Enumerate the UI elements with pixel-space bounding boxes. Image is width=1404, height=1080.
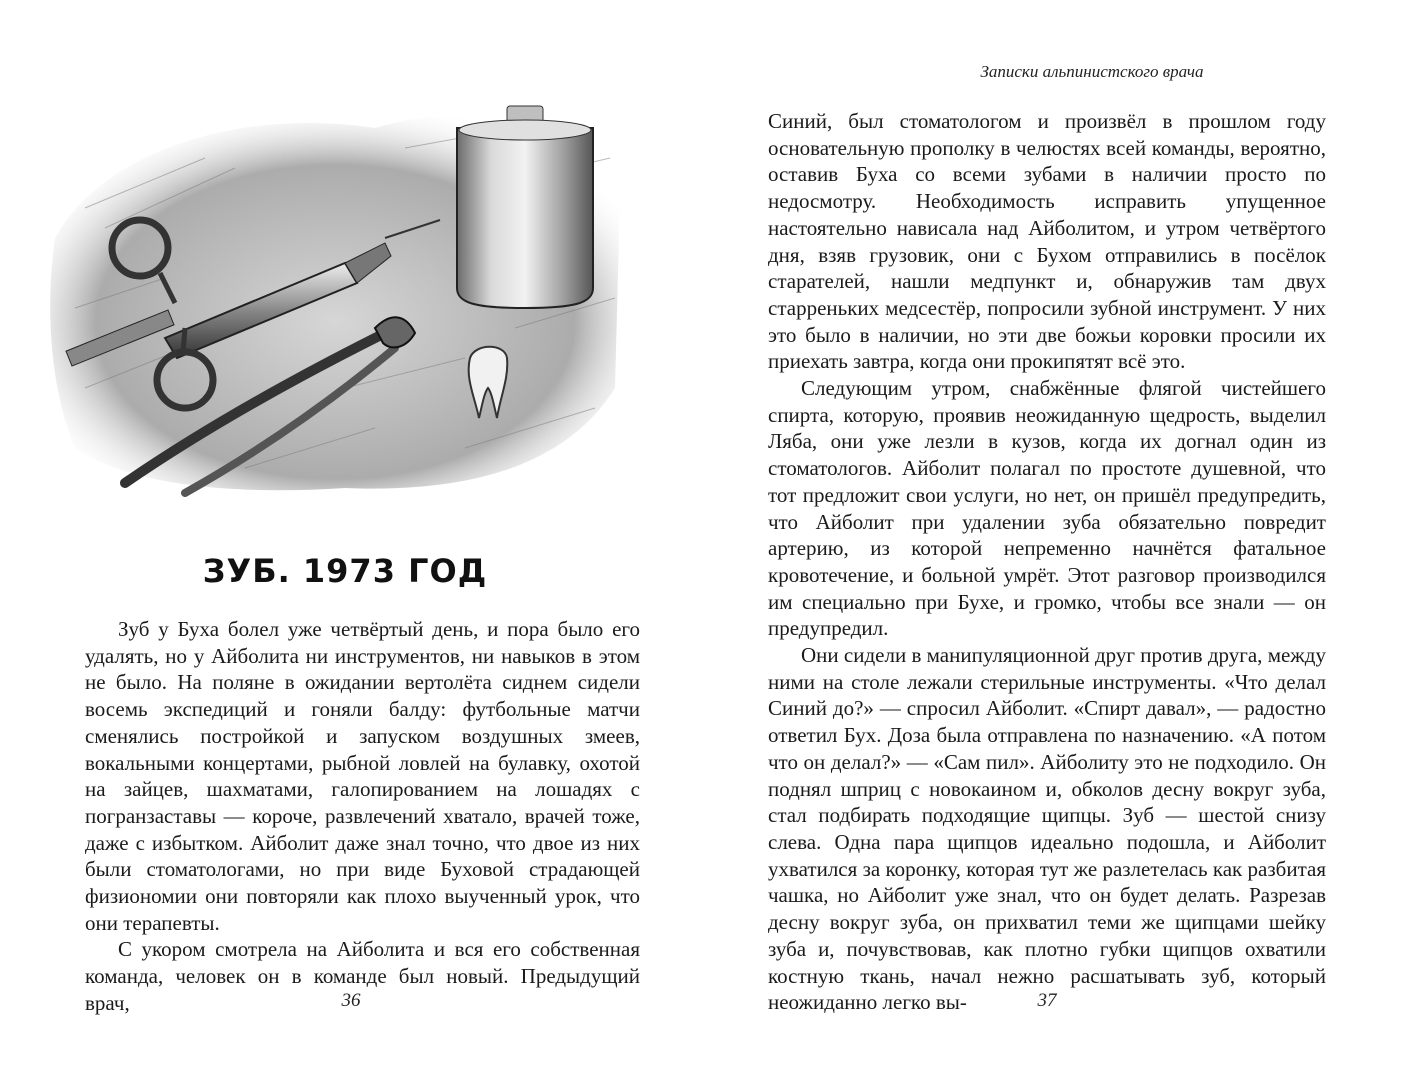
paragraph: Следующим утром, снабжённые флягой чистейшего спирта, которую, проявив неожиданную щедрость, выделил Ляба, они уже лезли в кузов, когда их догнал один из стоматологов. Айболит полагал по простоте душевной, что тот предложит свои услуги, но нет, он пришёл предупредить, что Айболит при удалении зуба обязательно повредит артерию, из которой непременно начнётся фатальное кровотечение, и больной умрёт. Этот разговор производился им специально при Бухе, и громко, чтобы все знали — он предупредил. xyxy=(768,376,1326,641)
page-number: 37 xyxy=(1037,990,1057,1011)
flask-icon xyxy=(457,106,593,308)
paragraph: Зуб у Буха болел уже четвёртый день, и пора было его удалять, но у Айболита ни инструментов, ни навыков в этом не было. На поляне в ожидании вертолёта сиднем сидели восемь экспедиций и гоняли балду: футбольные матчи сменялись постройкой и запуском воздушных змеев, вокальными концертами, рыбной ловлей на булавку, охотой на зайцев, шахматами, галопированием на лошадях с погранзаставы — короче, развлечений хватало, врачей тоже, даже с избытком. Айболит даже знал точно, что двое из них были стоматологами, но при виде Буховой страдающей физиономии они повторяли как плохо выученный урок, что они терапевты. xyxy=(85,617,640,935)
right-body-text xyxy=(768,108,1326,1016)
page-number: 36 xyxy=(341,990,361,1011)
left-body-text xyxy=(85,616,640,1017)
paragraph: Они сидели в манипуляционной друг против друга, между ними на столе лежали стерильные инструменты. «Что делал Синий до?» — спросил Айболит. «Спирт давал», — радостно ответил Бух. Доза была отправлена по назначению. «А потом что он делал?» — «Сам пил». Айболиту это не подходило. Он поднял шприц с новокаином и, обколов десну вокруг зуба, стал подбирать подходящие щипцы. Зуб — шестой снизу слева. Одна пара щипцов идеально подошла, и Айболит ухватился за коронку, которая тут же разлетелась как разбитая чашка, но Айболит уже знал, что он будет делать. Разрезав десну вокруг зуба, он прихватил теми же щипцами шейку зуба и, почувствовав, как плотно губки щипцов охватили костную ткань, начал нежно расшатывать зуб, который неожиданно легко вы- xyxy=(768,643,1326,1015)
running-head: Записки альпинистского врача xyxy=(980,62,1204,81)
paragraph: Синий, был стоматологом и произвёл в прошлом году основательную прополку в челюстях всей команды, вероятно, оставив Буха со всеми зубами в наличии просто по недосмотру. Необходимость исправить упущенное настоятельно нависала над Айболитом, и утром четвёртого дня, взяв грузовик, они с Бухом отправились в посёлок старателей, нашли медпункт и, обнаружив там двух старреньких медсестёр, попросили зубной инструмент. У них это было в наличии, но эти две божьи коровки просили их приехать завтра, когда они прокипятят всё это. xyxy=(768,109,1326,374)
paragraph: С укором смотрела на Айболита и вся его собственная команда, человек он в команде был новый. Предыдущий врач, xyxy=(85,937,640,1015)
right-page xyxy=(702,0,1404,1080)
chapter-title: ЗУБ. 1973 ГОД xyxy=(202,552,488,590)
medical-instruments-illustration xyxy=(45,88,625,498)
